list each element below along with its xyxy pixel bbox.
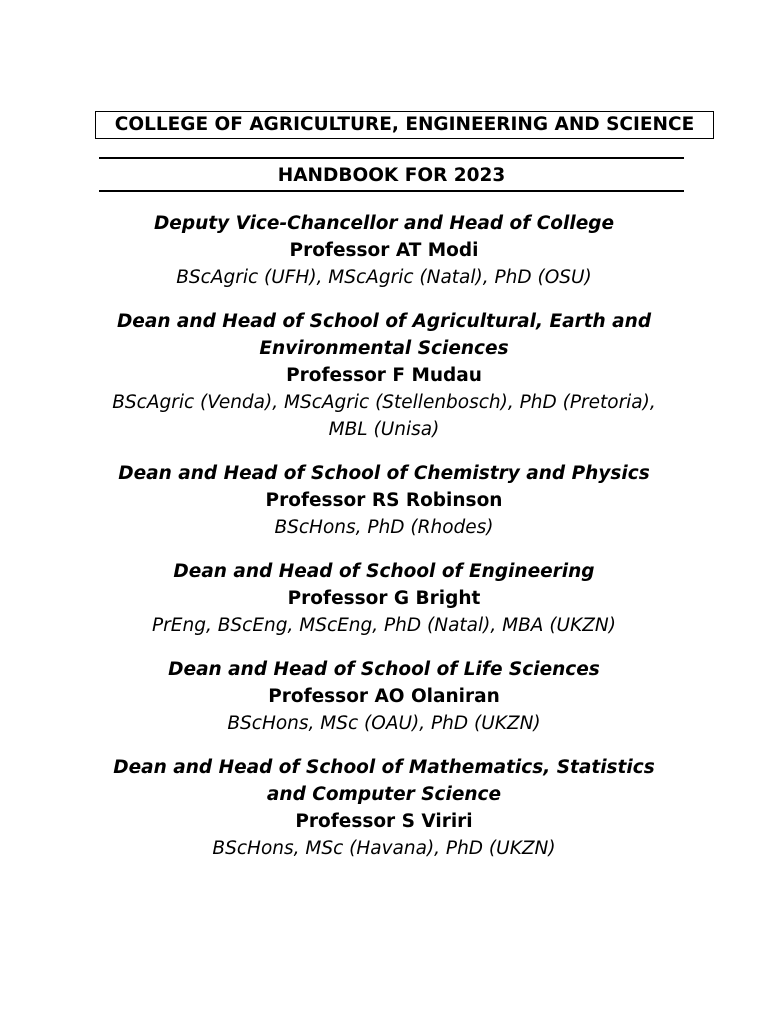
role-line: Environmental Sciences (259, 338, 509, 359)
person-name: Professor RS Robinson (265, 490, 503, 511)
role-title (0, 210, 768, 237)
qualifications (0, 389, 768, 443)
qualifications (0, 514, 768, 541)
person-name: Professor AO Olaniran (268, 686, 500, 707)
qualification-line: BScAgric (Venda), MScAgric (Stellenbosch), PhD (Pretoria), (112, 392, 656, 413)
role-title (0, 754, 768, 808)
role-title (0, 558, 768, 585)
leadership-entry (0, 754, 768, 862)
leadership-entry (0, 558, 768, 639)
role-line: Dean and Head of School of Life Sciences (168, 659, 600, 680)
leadership-entry (0, 308, 768, 443)
role-title (0, 308, 768, 362)
role-line: Dean and Head of School of Engineering (173, 561, 595, 582)
handbook-title: HANDBOOK FOR 2023 (277, 165, 506, 186)
top-rule (99, 157, 684, 159)
qualification-line: BScHons, PhD (Rhodes) (274, 517, 494, 538)
leadership-entry (0, 460, 768, 541)
qualification-line: BScAgric (UFH), MScAgric (Natal), PhD (OSU) (176, 267, 592, 288)
leadership-entry (0, 656, 768, 737)
qualification-line: PrEng, BScEng, MScEng, PhD (Natal), MBA (UKZN) (152, 615, 616, 636)
leadership-list (0, 210, 768, 862)
person-name: Professor AT Modi (289, 240, 479, 261)
role-line: and Computer Science (266, 784, 502, 805)
person-name: Professor G Bright (287, 588, 481, 609)
role-title (0, 460, 768, 487)
qualifications (0, 264, 768, 291)
role-line: Dean and Head of School of Agricultural, Earth and (116, 311, 652, 332)
role-line: Dean and Head of School of Chemistry and Physics (118, 463, 650, 484)
person-name: Professor S Viriri (295, 811, 473, 832)
qualification-line: BScHons, MSc (Havana), PhD (UKZN) (212, 838, 556, 859)
qualifications (0, 612, 768, 639)
qualifications (0, 710, 768, 737)
role-line: Dean and Head of School of Mathematics, Statistics (113, 757, 655, 778)
role-title (0, 656, 768, 683)
qualifications (0, 835, 768, 862)
qualification-line: MBL (Unisa) (328, 419, 440, 440)
person-name: Professor F Mudau (286, 365, 482, 386)
role-line: Deputy Vice-Chancellor and Head of College (153, 213, 615, 234)
bottom-rule (99, 190, 684, 192)
leadership-entry (0, 210, 768, 291)
qualification-line: BScHons, MSc (OAU), PhD (UKZN) (227, 713, 541, 734)
college-title: COLLEGE OF AGRICULTURE, ENGINEERING AND SCIENCE (95, 111, 714, 139)
